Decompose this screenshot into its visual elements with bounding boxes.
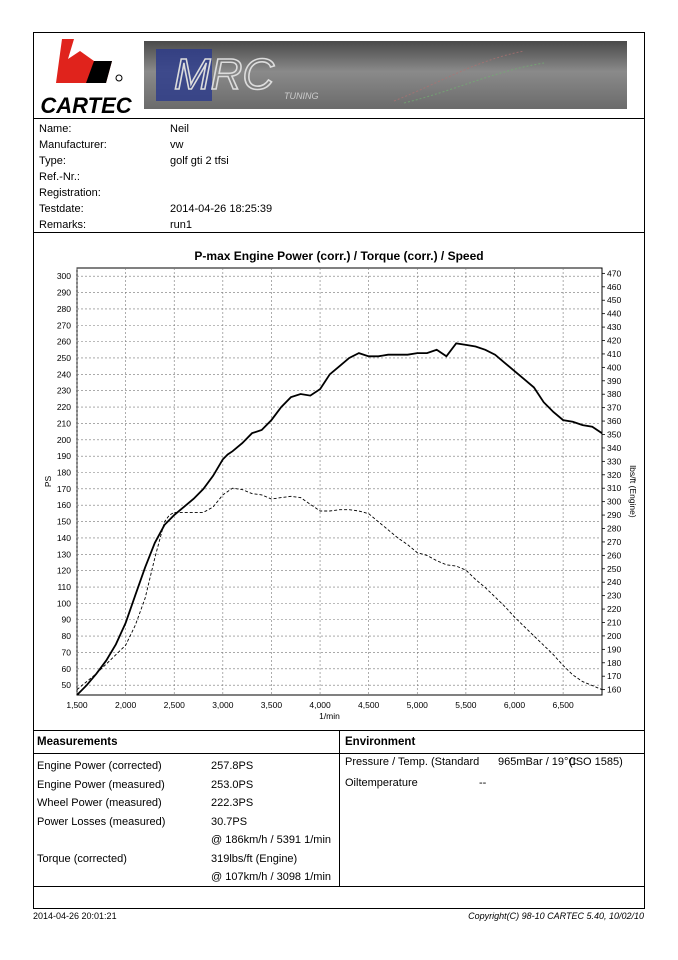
pressure-label: Pressure / Temp. (Standard: [345, 756, 480, 768]
y2-tick-label: 420: [607, 335, 622, 346]
y2-tick-label: 340: [607, 442, 622, 453]
divider: [34, 232, 644, 233]
oil-temperature-label: Oiltemperature: [345, 777, 418, 789]
y2-tick-label: 260: [607, 550, 622, 561]
y-tick-label: 190: [56, 451, 71, 462]
x-tick-label: 4,500: [358, 700, 380, 710]
cartec-logo: [34, 33, 139, 117]
y-tick-label: 290: [56, 287, 71, 298]
y-tick-label: 270: [56, 320, 71, 331]
y2-tick-label: 290: [607, 510, 622, 521]
y-tick-label: 200: [56, 434, 71, 445]
y-tick-label: 70: [61, 647, 71, 658]
chart-title: P-max Engine Power (corr.) / Torque (corr.) / Speed: [194, 249, 484, 263]
info-label: Name:: [39, 123, 72, 135]
y2-tick-label: 380: [607, 389, 622, 400]
x-tick-label: 6,000: [503, 700, 526, 710]
y2-tick-label: 230: [607, 590, 622, 601]
y2-tick-label: 470: [607, 268, 622, 279]
banner-text: MRC: [174, 50, 275, 99]
y-tick-label: 150: [56, 516, 71, 527]
info-label: Ref.-Nr.:: [39, 171, 80, 183]
divider: [34, 118, 644, 119]
y-tick-label: 280: [56, 303, 71, 314]
dyno-chart: [34, 265, 644, 725]
y2-tick-label: 390: [607, 375, 622, 386]
info-value: Neil: [170, 123, 189, 135]
x-tick-label: 5,000: [406, 700, 428, 710]
measurement-label: Power Losses (measured): [37, 815, 166, 828]
banner-subtext: TUNING: [284, 91, 319, 101]
y-tick-label: 50: [61, 680, 71, 691]
y2-tick-label: 430: [607, 322, 622, 333]
y-tick-label: 120: [56, 565, 71, 576]
info-label: Manufacturer:: [39, 139, 107, 151]
y2-tick-label: 460: [607, 281, 622, 292]
pressure-standard: (ISO 1585): [569, 756, 623, 768]
info-label: Testdate:: [39, 203, 84, 215]
info-label: Type:: [39, 155, 66, 167]
y2-tick-label: 310: [607, 483, 622, 494]
y2-tick-label: 300: [607, 496, 622, 507]
y2-tick-label: 180: [607, 657, 622, 668]
x-tick-label: 6,500: [552, 700, 574, 710]
info-label: Remarks:: [39, 219, 87, 231]
measurement-value: 222.3PS: [211, 797, 254, 809]
copyright-text: Copyright(C) 98-10 CARTEC 5.40, 10/02/10: [468, 911, 644, 921]
x-tick-label: 4,000: [309, 700, 331, 710]
x-tick-label: 2,500: [163, 700, 185, 710]
x-tick-label: 3,500: [260, 700, 283, 710]
info-value: 2014-04-26 18:25:39: [170, 203, 273, 215]
y-tick-label: 100: [56, 598, 71, 609]
y-tick-label: 260: [56, 336, 71, 347]
y-tick-label: 140: [56, 532, 71, 543]
y2-tick-label: 210: [607, 617, 622, 628]
y-tick-label: 210: [56, 418, 71, 429]
measurement-label: Torque (corrected): [37, 852, 127, 865]
y-tick-label: 90: [61, 614, 71, 625]
y-tick-label: 230: [56, 385, 71, 396]
divider: [34, 886, 644, 887]
y-tick-label: 180: [56, 467, 71, 478]
y2-axis-label: lbs/ft (Engine): [628, 465, 638, 518]
environment-title: Environment: [345, 736, 416, 748]
y2-tick-label: 370: [607, 402, 622, 413]
info-label: Registration:: [39, 187, 101, 199]
y2-tick-label: 330: [607, 456, 622, 467]
y-tick-label: 60: [61, 663, 71, 674]
x-axis-label: 1/min: [319, 711, 340, 721]
pressure-value: 965mBar / 19°C: [498, 756, 577, 768]
y2-tick-label: 200: [607, 630, 622, 641]
x-tick-label: 3,000: [212, 700, 234, 710]
power-series-line: [77, 343, 602, 695]
measurements-title: Measurements: [37, 736, 118, 748]
y2-tick-label: 320: [607, 469, 622, 480]
measurement-label: Engine Power (corrected): [37, 760, 162, 772]
measurement-value: @ 107km/h / 3098 1/min: [211, 871, 332, 883]
y-tick-label: 240: [56, 369, 71, 380]
oil-temperature-value: --: [479, 777, 487, 789]
y-tick-label: 110: [57, 582, 71, 593]
print-timestamp: 2014-04-26 20:01:21: [33, 911, 117, 921]
y2-tick-label: 170: [607, 671, 622, 682]
y2-tick-label: 220: [607, 604, 622, 615]
y-tick-label: 220: [56, 402, 71, 413]
mrc-banner: [144, 41, 627, 109]
measurement-value: @ 186km/h / 5391 1/min: [211, 834, 332, 846]
plot-area: [77, 268, 602, 695]
y2-tick-label: 410: [607, 348, 622, 359]
y2-tick-label: 400: [607, 362, 622, 373]
report-frame: [33, 32, 645, 909]
y2-tick-label: 160: [607, 684, 622, 695]
info-value: vw: [170, 139, 184, 151]
y-tick-label: 300: [56, 271, 71, 282]
measurement-label: Engine Power (measured): [37, 778, 165, 791]
y-axis-label: PS: [43, 475, 53, 488]
torque-series-line: [77, 488, 602, 689]
x-tick-label: 2,000: [114, 700, 137, 710]
y2-tick-label: 280: [607, 523, 622, 534]
measurement-value: 253.0PS: [211, 778, 254, 791]
y-tick-label: 130: [56, 549, 71, 560]
y2-tick-label: 450: [607, 295, 622, 306]
measurement-value: 30.7PS: [211, 815, 248, 828]
x-tick-label: 1,500: [66, 700, 88, 710]
y2-tick-label: 440: [607, 308, 622, 319]
x-tick-label: 5,500: [455, 700, 477, 710]
y-tick-label: 250: [56, 352, 71, 363]
measurement-label: Wheel Power (measured): [37, 797, 162, 809]
y-tick-label: 170: [56, 483, 71, 494]
y-tick-label: 80: [61, 631, 71, 642]
measurement-value: 319lbs/ft (Engine): [211, 852, 298, 865]
y2-tick-label: 190: [607, 644, 622, 655]
y2-tick-label: 360: [607, 416, 622, 427]
y2-tick-label: 270: [607, 536, 622, 547]
y-tick-label: 160: [56, 500, 71, 511]
info-value: run1: [170, 219, 193, 231]
y2-tick-label: 350: [607, 429, 622, 440]
measurement-value: 257.8PS: [211, 760, 254, 772]
column-divider: [339, 730, 340, 886]
y2-tick-label: 250: [607, 563, 622, 574]
y2-tick-label: 240: [607, 577, 622, 588]
logo-text: CARTEC: [40, 93, 132, 117]
info-value: golf gti 2 tfsi: [170, 155, 229, 167]
